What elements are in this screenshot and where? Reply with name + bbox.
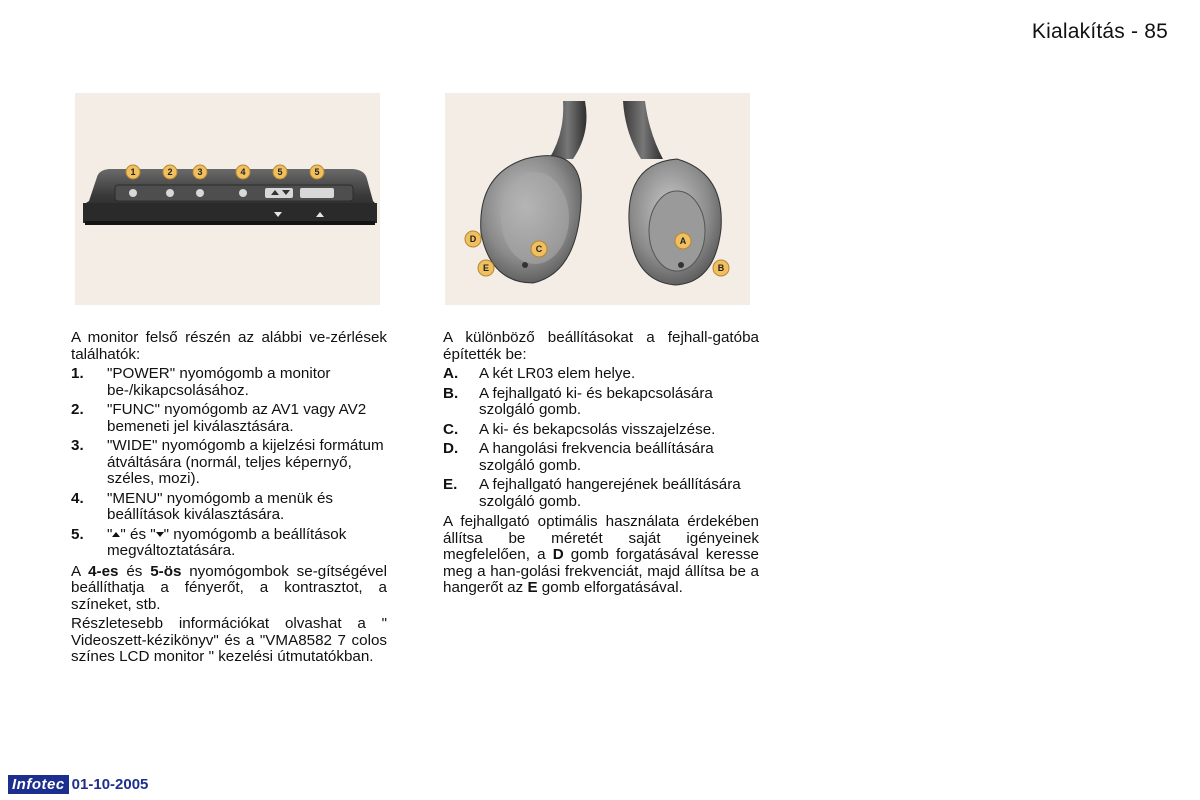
headphones-intro: A különböző beállításokat a fejhall-gatóba építették be:	[443, 329, 759, 363]
page-title: Kialakítás - 85	[1031, 20, 1168, 43]
monitor-intro: A monitor felső részén az alábbi ve-zérlések találhatók:	[71, 329, 387, 363]
callout-1: 1	[130, 167, 136, 177]
callout-E: E	[482, 263, 490, 273]
item-number: 4.	[71, 489, 84, 507]
usage-paragraph: A fejhallgató optimális használata érdekében állítsa be méretét saját igényeinek megfelelően, a D gomb forgatásával keresse meg a han-golási frekvenciát, majd állítsa be a hangerőt az E gomb elforgatásával.	[443, 513, 759, 596]
item-letter: C.	[443, 420, 459, 438]
item-text: A ki- és bekapcsolás visszajelzése.	[479, 420, 716, 438]
item-text: A fejhallgató ki- és bekapcsolására szolgáló gomb.	[479, 384, 713, 418]
headphones-text-column	[443, 330, 759, 600]
list-item	[71, 438, 387, 488]
item-number: 5.	[71, 525, 84, 543]
infotec-logo: Infotec	[8, 775, 69, 794]
monitor-text-column	[71, 330, 387, 669]
item-number: 3.	[71, 437, 84, 454]
more-info-paragraph: Részletesebb információkat olvashat a " Videoszett-kézikönyv" és a "VMA8582 7 colos színes LCD monitor " kezelési útmutatókban.	[71, 615, 387, 665]
list-item	[443, 477, 759, 510]
list-item	[71, 527, 387, 560]
arrow-down-icon	[156, 532, 164, 537]
item-text: " " és " " nyomógomb a beállítások megváltoztatására.	[107, 525, 347, 559]
item-text: A fejhallgató hangerejének beállítására szolgáló gomb.	[479, 476, 741, 510]
item-text: "WIDE" nyomógomb a kijelzési formátum átváltására (normál, teljes képernyő, széles, mozi).	[107, 437, 384, 487]
callout-2: 2	[167, 167, 173, 177]
callout-C: C	[535, 244, 543, 254]
item-letter: D.	[443, 440, 459, 457]
item-letter: E.	[443, 476, 458, 493]
callout-4: 4	[240, 167, 246, 177]
item-letter: A.	[443, 365, 459, 382]
callout-5a: 5	[277, 167, 283, 177]
item-text: A két LR03 elem helye.	[479, 365, 636, 382]
item-text: A hangolási frekvencia beállítására szolgáló gomb.	[479, 440, 714, 474]
item-text: "MENU" nyomógomb a menük és beállítások kiválasztására.	[107, 489, 334, 523]
item-number: 1.	[71, 365, 84, 382]
callout-A: A	[679, 236, 687, 246]
callout-B: B	[717, 263, 725, 273]
list-item	[71, 366, 387, 399]
page-footer	[8, 775, 148, 794]
list-item	[443, 386, 759, 419]
buttons-4-5-paragraph: A 4-es és 5-ös nyomógombok se-gítségével beállíthatja a fényerőt, a kontrasztot, a színeket, stb.	[71, 562, 387, 613]
callout-D: D	[469, 234, 477, 244]
item-text: "POWER" nyomógomb a monitor be-/kikapcsolásához.	[107, 365, 331, 399]
footer-date: 01-10-2005	[71, 776, 149, 793]
list-item	[443, 441, 759, 474]
item-number: 2.	[71, 401, 84, 418]
list-item	[443, 366, 759, 383]
list-item	[71, 402, 387, 435]
list-item	[71, 491, 387, 524]
item-letter: B.	[443, 384, 459, 402]
headphone-controls-list	[443, 366, 759, 510]
callout-5b: 5	[314, 167, 320, 177]
monitor-controls-list	[71, 366, 387, 560]
item-text: "FUNC" nyomógomb az AV1 vagy AV2 bemeneti jel kiválasztására.	[107, 401, 367, 435]
list-item	[443, 422, 759, 439]
headphones-illustration	[445, 93, 750, 305]
monitor-controls-illustration	[75, 93, 380, 305]
callout-3: 3	[197, 167, 203, 177]
